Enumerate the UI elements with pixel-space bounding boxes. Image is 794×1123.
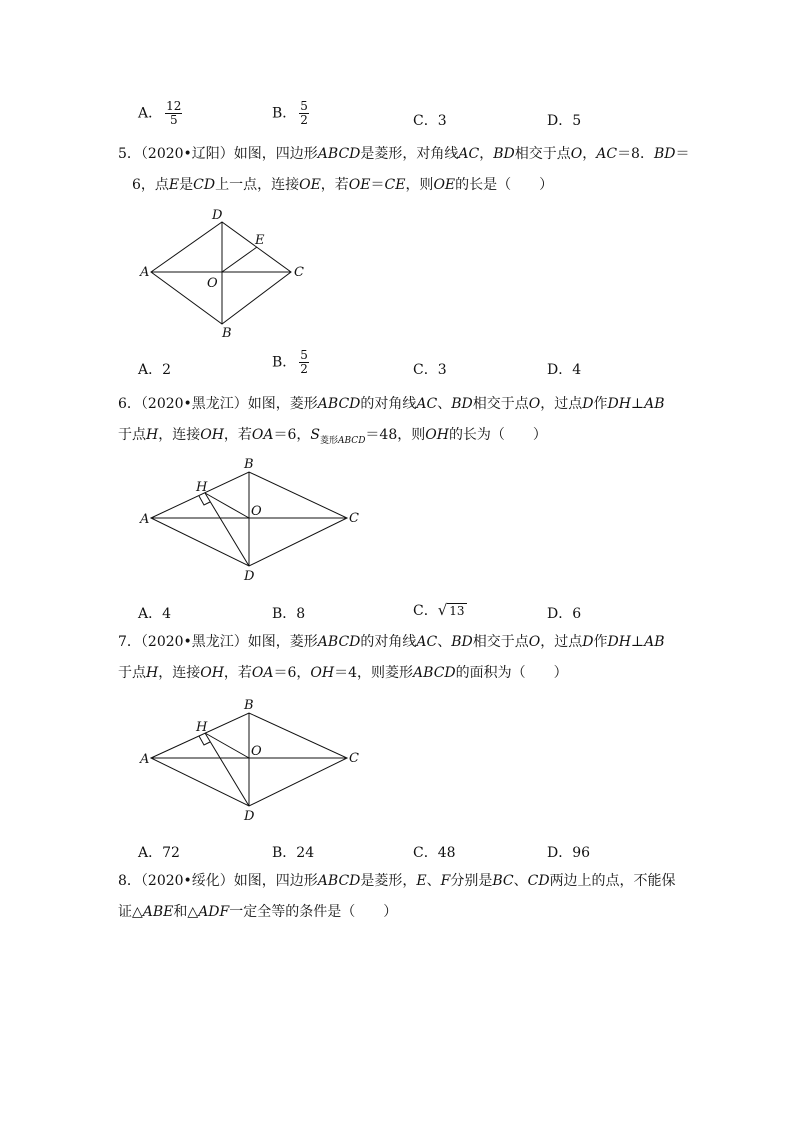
question-5-line-2: 6，点E是CD上一点，连接OE，若OE＝CE，则OE的长是（ ） bbox=[132, 177, 554, 193]
label-o: O bbox=[251, 504, 262, 519]
denominator: 5 bbox=[169, 113, 178, 127]
question-6-line-1: 6．（2020•黑龙江）如图，菱形ABCD的对角线AC、BD相交于点O，过点D作DH⊥AB bbox=[118, 396, 665, 412]
label-a: A bbox=[140, 265, 150, 280]
question-7-line-2: 于点H，连接OH，若OA＝6，OH＝4，则菱形ABCD的面积为（ ） bbox=[118, 665, 568, 681]
q5-option-d: D．4 bbox=[547, 362, 582, 378]
q7-option-d: D．96 bbox=[547, 845, 591, 861]
question-8-line-2: 证△ABE和△ADF一定全等的条件是（ ） bbox=[118, 904, 398, 920]
q7-option-a: A．72 bbox=[138, 845, 180, 861]
q6-option-d: D．6 bbox=[547, 606, 582, 622]
q6-option-a: A．4 bbox=[138, 606, 172, 622]
fraction bbox=[165, 100, 182, 127]
option-label: B． bbox=[272, 105, 297, 122]
label-b: B bbox=[244, 698, 254, 713]
q4-option-a bbox=[138, 100, 182, 127]
label-c: C bbox=[349, 511, 359, 526]
segment-oh bbox=[205, 493, 249, 518]
label-a: A bbox=[140, 512, 150, 527]
numerator: 12 bbox=[166, 99, 182, 113]
q5-option-a: A．2 bbox=[138, 362, 172, 378]
q4-option-b bbox=[272, 100, 309, 127]
option-label: A． bbox=[138, 105, 163, 122]
numerator: 5 bbox=[300, 348, 308, 362]
label-e: E bbox=[255, 233, 265, 248]
q6-option-b: B．8 bbox=[272, 606, 306, 622]
numerator: 5 bbox=[300, 99, 308, 113]
radical-sign: √ bbox=[437, 601, 448, 619]
question-7-line-1: 7．（2020•黑龙江）如图，菱形ABCD的对角线AC、BD相交于点O，过点D作DH⊥AB bbox=[118, 634, 665, 650]
segment-oh bbox=[205, 733, 249, 758]
q7-option-b: B．24 bbox=[272, 845, 315, 861]
question-6-figure bbox=[138, 455, 363, 585]
denominator: 2 bbox=[300, 362, 308, 376]
label-d: D bbox=[244, 809, 255, 824]
question-8-text bbox=[118, 866, 678, 928]
label-h: H bbox=[196, 720, 208, 735]
question-5-text bbox=[118, 139, 690, 201]
right-angle-mark bbox=[199, 496, 210, 505]
label-d: D bbox=[212, 208, 223, 223]
segment-oe bbox=[222, 247, 257, 272]
fraction bbox=[299, 349, 309, 376]
question-7-text bbox=[118, 627, 678, 689]
question-7-figure bbox=[138, 695, 363, 825]
q7-option-c: C．48 bbox=[413, 845, 456, 861]
option-label: C． bbox=[413, 603, 438, 619]
label-d: D bbox=[244, 569, 255, 584]
fraction bbox=[299, 100, 309, 127]
q6-option-c bbox=[413, 600, 467, 620]
question-5-figure bbox=[138, 205, 308, 340]
rhombus bbox=[151, 222, 291, 324]
question-8-line-1: 8．（2020•绥化）如图，四边形ABCD是菱形，E、F分别是BC、CD两边上的点，不能保 bbox=[118, 873, 676, 889]
label-o: O bbox=[207, 276, 218, 291]
question-6-line-2: 于点H，连接OH，若OA＝6，$S_{菱形ABCD}=48$，则OH的长为（ ） bbox=[118, 427, 547, 446]
denominator: 2 bbox=[300, 113, 308, 127]
option-label: B． bbox=[272, 354, 297, 371]
q4-option-d: D．5 bbox=[547, 113, 582, 129]
question-5-line-1: 5．（2020•辽阳）如图，四边形ABCD是菱形，对角线AC，BD相交于点O，AC＝8．BD＝ bbox=[118, 146, 690, 162]
q4-option-c: C．3 bbox=[413, 113, 447, 129]
question-6-text bbox=[118, 389, 678, 457]
label-c: C bbox=[349, 751, 359, 766]
radicand: 13 bbox=[449, 604, 465, 618]
label-a: A bbox=[140, 752, 150, 767]
label-b: B bbox=[222, 326, 232, 340]
q5-option-c: C．3 bbox=[413, 362, 447, 378]
label-o: O bbox=[251, 744, 262, 759]
label-h: H bbox=[196, 480, 208, 495]
right-angle-mark bbox=[199, 736, 210, 745]
q5-option-b bbox=[272, 349, 309, 376]
label-b: B bbox=[244, 457, 254, 472]
label-c: C bbox=[294, 265, 304, 280]
